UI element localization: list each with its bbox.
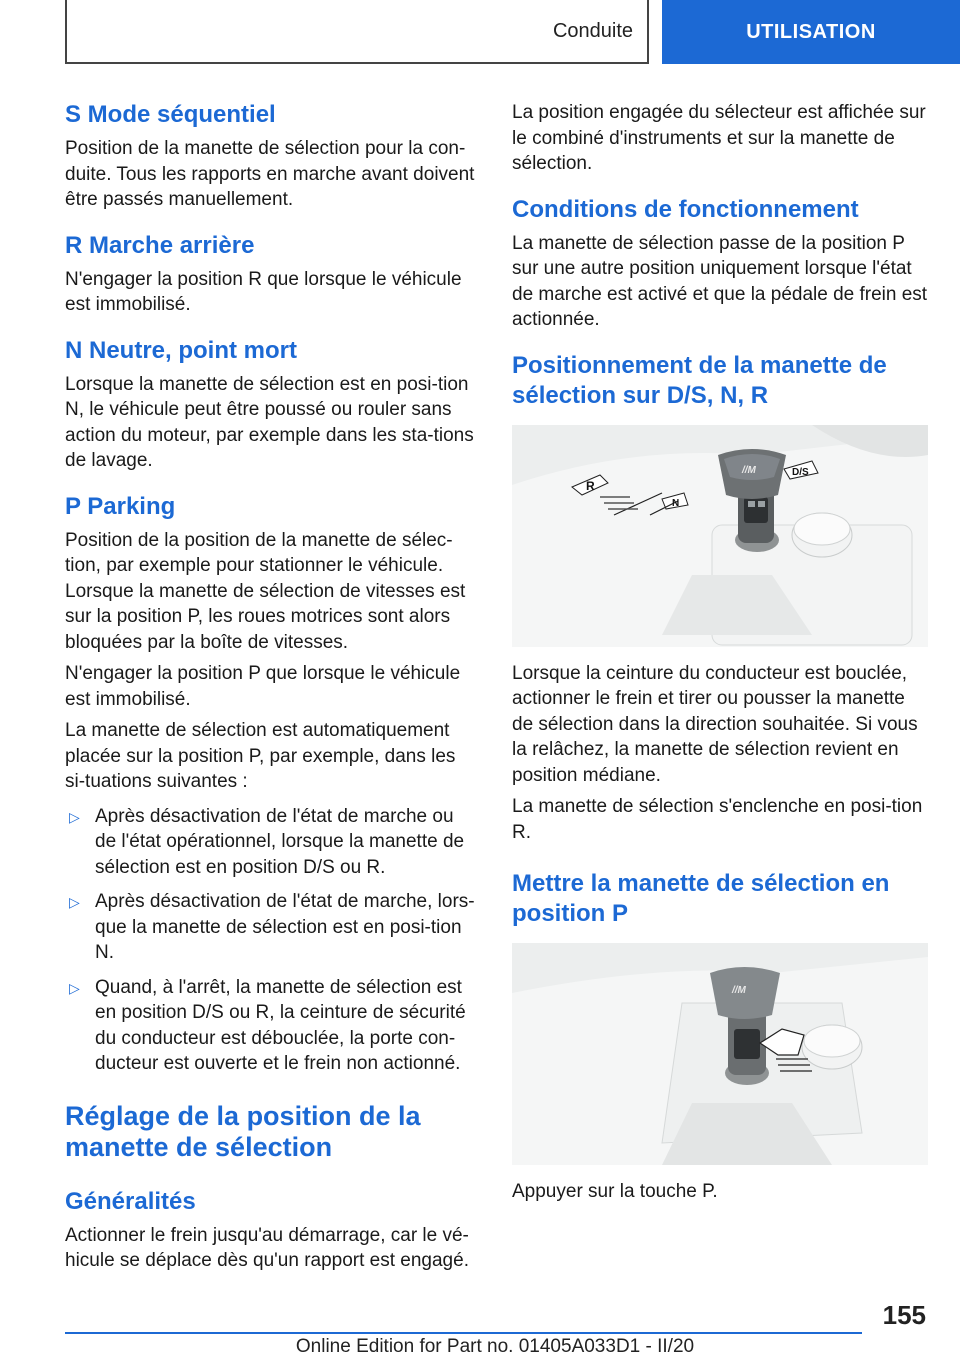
heading-conditions: Conditions de fonctionnement — [512, 195, 859, 223]
heading-p-parking: P Parking — [65, 492, 176, 520]
auto-park-situations-list — [65, 804, 479, 1077]
text-n-neutre: Lorsque la manette de sélection est en posi-tion N, le véhicule peut être poussé ou rouler sans action du moteur, par exemple dans les sta-tions de lavage. — [65, 373, 474, 471]
list-item: ▷ Quand, à l'arrêt, la manette de sélection est en position D/S ou R, la ceinture de sécurité du conducteur est débouclée, la porte con-ducteur est ouverte et le frein non actionné. — [69, 976, 466, 1074]
left-column — [65, 100, 479, 1274]
heading-n-neutre: N Neutre, point mort — [65, 336, 297, 364]
m-logo-label: //M — [742, 464, 756, 476]
heading-mettre-position-p: Mettre la manette de sélection en position P — [512, 870, 890, 927]
heading-positionnement: Positionnement de la manette de sélection sur D/S, N, R — [512, 351, 887, 409]
heading-s-mode: S Mode séquentiel — [65, 101, 276, 128]
page-number: 155 — [882, 1300, 926, 1330]
selector-lever-figure-park — [512, 943, 928, 1165]
selector-lever-figure-ds-n-r — [512, 425, 928, 647]
list-item: ▷ Après désactivation de l'état de marche, lors-que la manette de sélection est en posi-tion N. — [69, 891, 475, 963]
text-r-marche-arriere: N'engager la position R que lorsque le véhicule est immobilisé. — [65, 268, 462, 315]
header-chapter-box — [662, 0, 960, 64]
triangle-bullet-icon: ▷ — [69, 808, 80, 825]
heading-reglage-position: Réglage de la position de la manette de sélection — [65, 1100, 421, 1162]
text-position-affichee: La position engagée du sélecteur est affichée sur le combiné d'instruments et sur la manette de sélection. — [512, 102, 926, 174]
text-p-parking-1: Position de la position de la manette de sélec-tion, par exemple pour stationner le véhicule. Lorsque la manette de sélection de vitesses est sur la position P, les roues motrices sont alors bloquées par la boîte de vitesses. — [65, 529, 466, 653]
position-n-label: N — [672, 497, 680, 509]
position-ds-label: D/S — [792, 466, 809, 478]
header-chapter-label: UTILISATION — [746, 20, 876, 43]
text-conditions: La manette de sélection passe de la position P sur une autre position uniquement lorsque l'état de marche est activé et que la pédale de frein est actionnée. — [512, 232, 928, 330]
heading-r-marche-arriere: R Marche arrière — [65, 231, 255, 259]
triangle-bullet-icon: ▷ — [69, 894, 80, 910]
m-logo-label: //M — [732, 985, 746, 996]
text-positionnement-1: Lorsque la ceinture du conducteur est bouclée, actionner le frein et tirer ou pousser la manette de sélection dans la direction souhaitée. Si vous la relâchez, la manette de sélection revient en position médiane. — [512, 662, 918, 786]
text-p-parking-2: N'engager la position P que lorsque le véhicule est immobilisé. — [65, 663, 461, 710]
text-appuyer-touche-p: Appuyer sur la touche P. — [512, 1181, 718, 1202]
position-r-label: R — [586, 478, 595, 493]
footer-edition: Online Edition for Part no. 01405A033D1 - II/20 — [295, 1336, 695, 1357]
text-p-parking-3: La manette de sélection est automatiquement placée sur la position P, par exemple, dans les si-tuations suivantes : — [65, 720, 456, 792]
header-section-label: Conduite — [552, 19, 633, 42]
text-positionnement-2: La manette de sélection s'enclenche en posi-tion R. — [512, 796, 923, 843]
list-item: ▷ Après désactivation de l'état de marche ou de l'état opérationnel, lorsque la manette de sélection est en position D/S ou R. — [69, 805, 465, 878]
heading-generalites: Généralités — [65, 1187, 196, 1215]
right-column — [512, 100, 930, 1205]
header-section-box — [65, 0, 649, 64]
triangle-bullet-icon: ▷ — [69, 979, 80, 996]
footer-divider — [65, 1332, 862, 1334]
text-s-mode: Position de la manette de sélection pour la con-duite. Tous les rapports en marche avant doivent être passés manuellement. — [65, 138, 475, 210]
text-generalites: Actionner le frein jusqu'au démarrage, car le vé-hicule se déplace dès qu'un rapport est engagé. — [65, 1224, 469, 1271]
